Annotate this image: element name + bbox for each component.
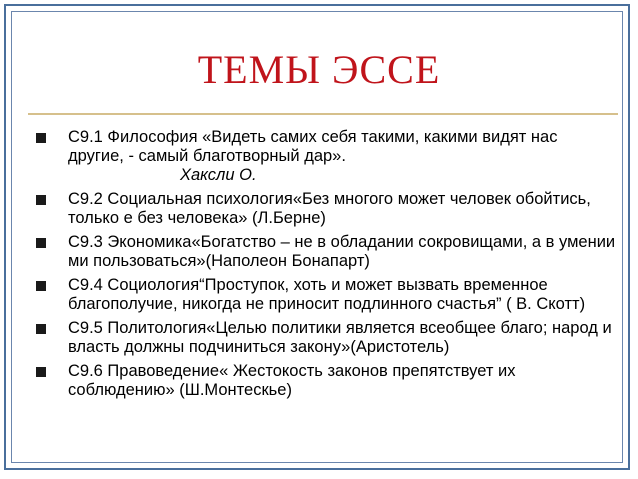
- list-item: [36, 190, 616, 228]
- square-bullet-icon: [36, 324, 46, 334]
- title-divider: [28, 113, 618, 115]
- list-item: [36, 128, 616, 185]
- topic-text: С9.5 Политология«Целью политики является всеобщее благо; народ и власть должны подчиниться закону»(Аристотель): [68, 319, 612, 356]
- square-bullet-icon: [36, 238, 46, 248]
- square-bullet-icon: [36, 133, 46, 143]
- topic-author: Хаксли О.: [180, 166, 257, 184]
- list-item: [36, 319, 616, 357]
- square-bullet-icon: [36, 281, 46, 291]
- topic-text: С9.6 Правоведение« Жестокость законов препятствует их соблюдению» (Ш.Монтескье): [68, 362, 516, 399]
- essay-topic-list: [36, 128, 616, 405]
- square-bullet-icon: [36, 367, 46, 377]
- topic-text: С9.2 Социальная психология«Без многого может человек обойтись, только е без человека» (Л.Берне): [68, 190, 591, 227]
- topic-text: С9.4 Социология“Проступок, хоть и может вызвать временное благополучие, никогда не приносит подлинного счастья” ( В. Скотт): [68, 276, 586, 313]
- topic-text: С9.1 Философия «Видеть самих себя такими, какими видят нас другие, - самый благотворный дар».: [68, 128, 558, 165]
- list-item: [36, 233, 616, 271]
- list-item: [36, 362, 616, 400]
- topic-text: С9.3 Экономика«Богатство – не в обладании сокровищами, а в умении ми пользоваться»(Наполеон Бонапарт): [68, 233, 616, 270]
- square-bullet-icon: [36, 195, 46, 205]
- list-item: [36, 276, 616, 314]
- slide-title: ТЕМЫ ЭССЕ: [197, 47, 441, 92]
